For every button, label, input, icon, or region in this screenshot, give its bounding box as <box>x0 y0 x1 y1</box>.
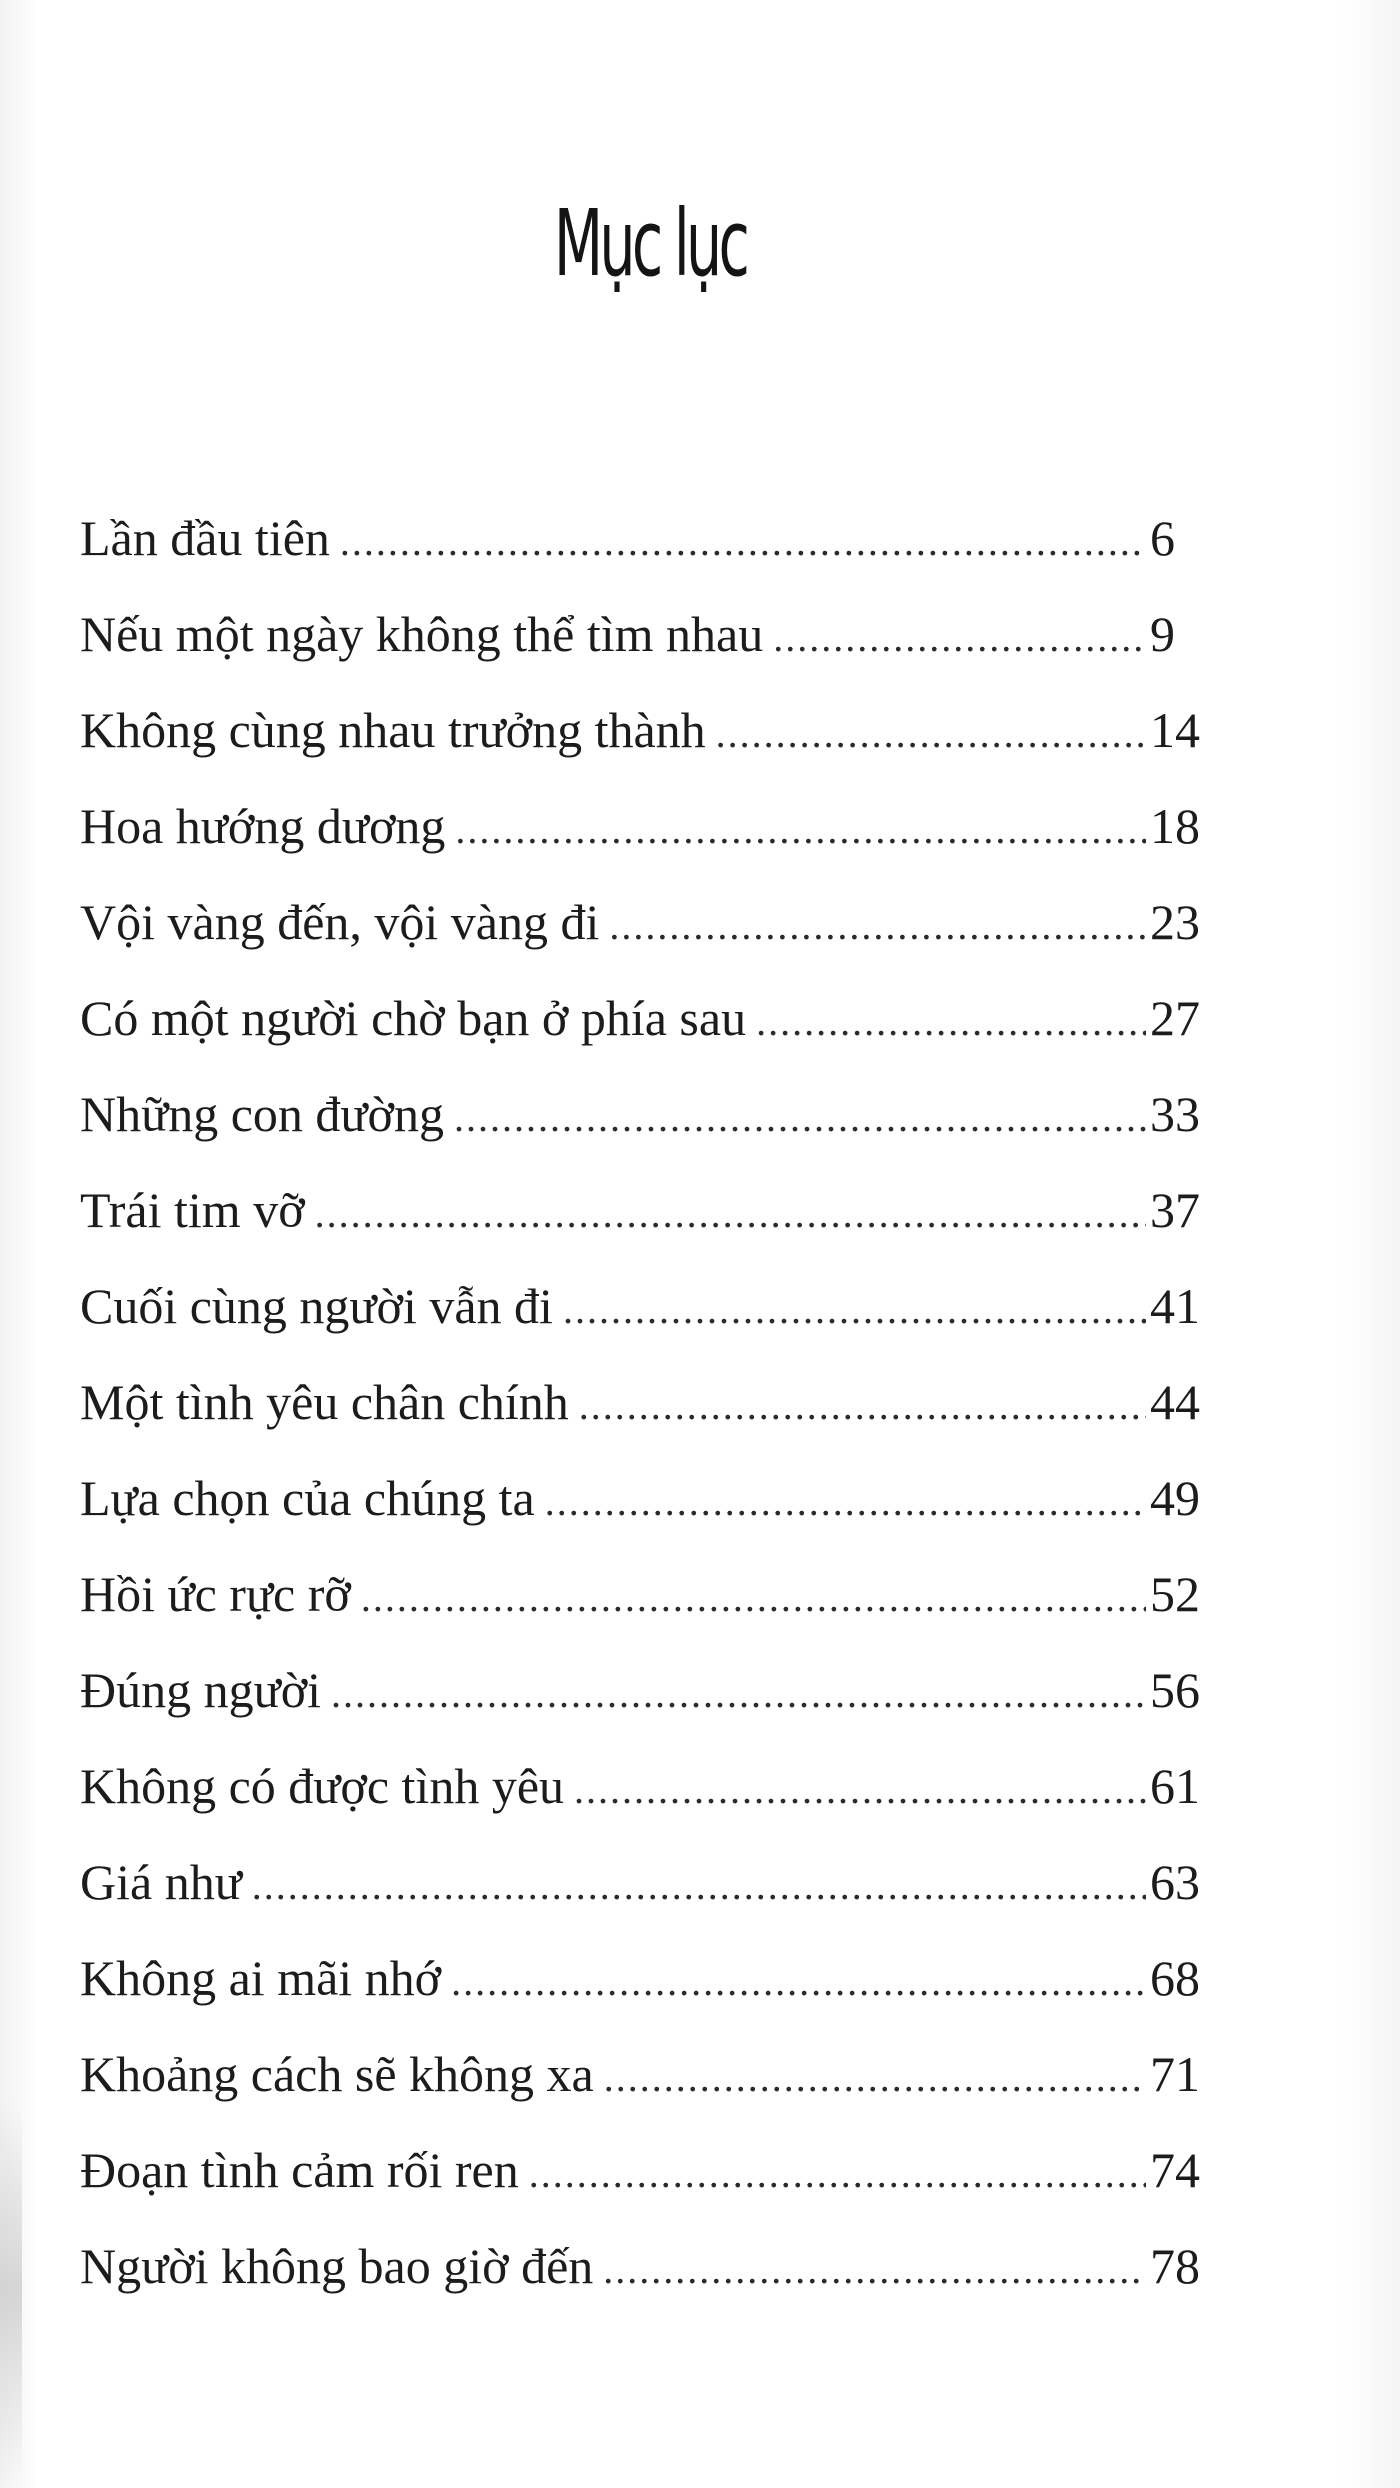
toc-entry-page-number: 52 <box>1150 1566 1200 1622</box>
toc-entry <box>80 1450 1210 1546</box>
toc-entry-page-number: 23 <box>1150 894 1200 950</box>
toc-entry-title: Không có được tình yêu <box>80 1758 565 1814</box>
toc-entry-title: Vội vàng đến, vội vàng đi <box>80 894 600 950</box>
dot-leader <box>579 1358 1146 1454</box>
toc-entry-page-number: 63 <box>1150 1854 1200 1910</box>
toc-entry-title: Không cùng nhau trưởng thành <box>80 702 706 758</box>
toc-entry <box>80 586 1210 682</box>
toc-entry-title: Trái tim vỡ <box>80 1182 305 1238</box>
toc-entry-page-number: 41 <box>1150 1278 1200 1334</box>
dot-leader <box>331 1646 1146 1742</box>
toc-entry-page-number: 49 <box>1150 1470 1200 1526</box>
toc-entry-page-number: 56 <box>1150 1662 1200 1718</box>
toc-entry-title: Hoa hướng dương <box>80 798 446 854</box>
toc-entry <box>80 1546 1210 1642</box>
toc-entry-page-number: 61 <box>1150 1758 1200 1814</box>
toc-entry-title: Không ai mãi nhớ <box>80 1950 442 2006</box>
toc-entry <box>80 1354 1210 1450</box>
toc-entry <box>80 682 1210 778</box>
dot-leader <box>603 2222 1146 2318</box>
toc-entry-title: Cuối cùng người vẫn đi <box>80 1278 553 1334</box>
toc-entry <box>80 2218 1210 2314</box>
toc-entry-page-number: 14 <box>1150 702 1200 758</box>
toc-entry-page-number: 18 <box>1150 798 1200 854</box>
dot-leader <box>340 494 1146 590</box>
toc-entry-page-number: 37 <box>1150 1182 1200 1238</box>
dot-leader <box>252 1838 1146 1934</box>
toc-entry-title: Khoảng cách sẽ không xa <box>80 2046 594 2102</box>
toc-entry-title: Đúng người <box>80 1662 322 1718</box>
dot-leader <box>529 2126 1146 2222</box>
toc-entry-page-number: 68 <box>1150 1950 1200 2006</box>
dot-leader <box>454 1070 1146 1166</box>
dot-leader <box>756 974 1146 1070</box>
dot-leader <box>609 878 1146 974</box>
toc-entry <box>80 1738 1210 1834</box>
page-title: Mục lục <box>553 190 747 297</box>
toc-entry-title: Nếu một ngày không thể tìm nhau <box>80 606 764 662</box>
toc-entry-page-number: 74 <box>1150 2142 1200 2198</box>
toc-entry-title: Lựa chọn của chúng ta <box>80 1470 535 1526</box>
toc-entry <box>80 1066 1210 1162</box>
toc-entry-title: Lần đầu tiên <box>80 510 330 566</box>
toc-entry <box>80 1642 1210 1738</box>
toc-entry <box>80 2026 1210 2122</box>
toc-entry <box>80 2122 1210 2218</box>
table-of-contents <box>80 490 1210 2314</box>
toc-entry <box>80 778 1210 874</box>
toc-entry <box>80 1258 1210 1354</box>
toc-entry-page-number: 33 <box>1150 1086 1200 1142</box>
dot-leader <box>361 1550 1146 1646</box>
dot-leader <box>563 1262 1146 1358</box>
toc-entry-page-number: 9 <box>1150 606 1175 662</box>
toc-entry-title: Giá như <box>80 1854 242 1910</box>
toc-entry-title: Đoạn tình cảm rối ren <box>80 2142 519 2198</box>
dot-leader <box>574 1742 1146 1838</box>
toc-entry <box>80 970 1210 1066</box>
toc-entry-page-number: 6 <box>1150 510 1175 566</box>
dot-leader <box>455 782 1146 878</box>
toc-entry-title: Một tình yêu chân chính <box>80 1374 569 1430</box>
dot-leader <box>315 1166 1146 1262</box>
toc-entry-page-number: 78 <box>1150 2238 1200 2294</box>
scan-shadow <box>0 2100 22 2480</box>
dot-leader <box>451 1934 1146 2030</box>
toc-entry <box>80 1162 1210 1258</box>
toc-entry-page-number: 27 <box>1150 990 1200 1046</box>
toc-entry <box>80 1930 1210 2026</box>
toc-entry-title: Những con đường <box>80 1086 444 1142</box>
toc-entry-title: Người không bao giờ đến <box>80 2238 594 2294</box>
toc-entry-title: Có một người chờ bạn ở phía sau <box>80 990 747 1046</box>
dot-leader <box>773 590 1146 686</box>
toc-entry <box>80 490 1210 586</box>
toc-entry-page-number: 71 <box>1150 2046 1200 2102</box>
dot-leader <box>716 686 1146 782</box>
toc-entry <box>80 874 1210 970</box>
dot-leader <box>545 1454 1146 1550</box>
toc-entry <box>80 1834 1210 1930</box>
toc-entry-title: Hồi ức rực rỡ <box>80 1566 351 1622</box>
toc-entry-page-number: 44 <box>1150 1374 1200 1430</box>
dot-leader <box>604 2030 1146 2126</box>
